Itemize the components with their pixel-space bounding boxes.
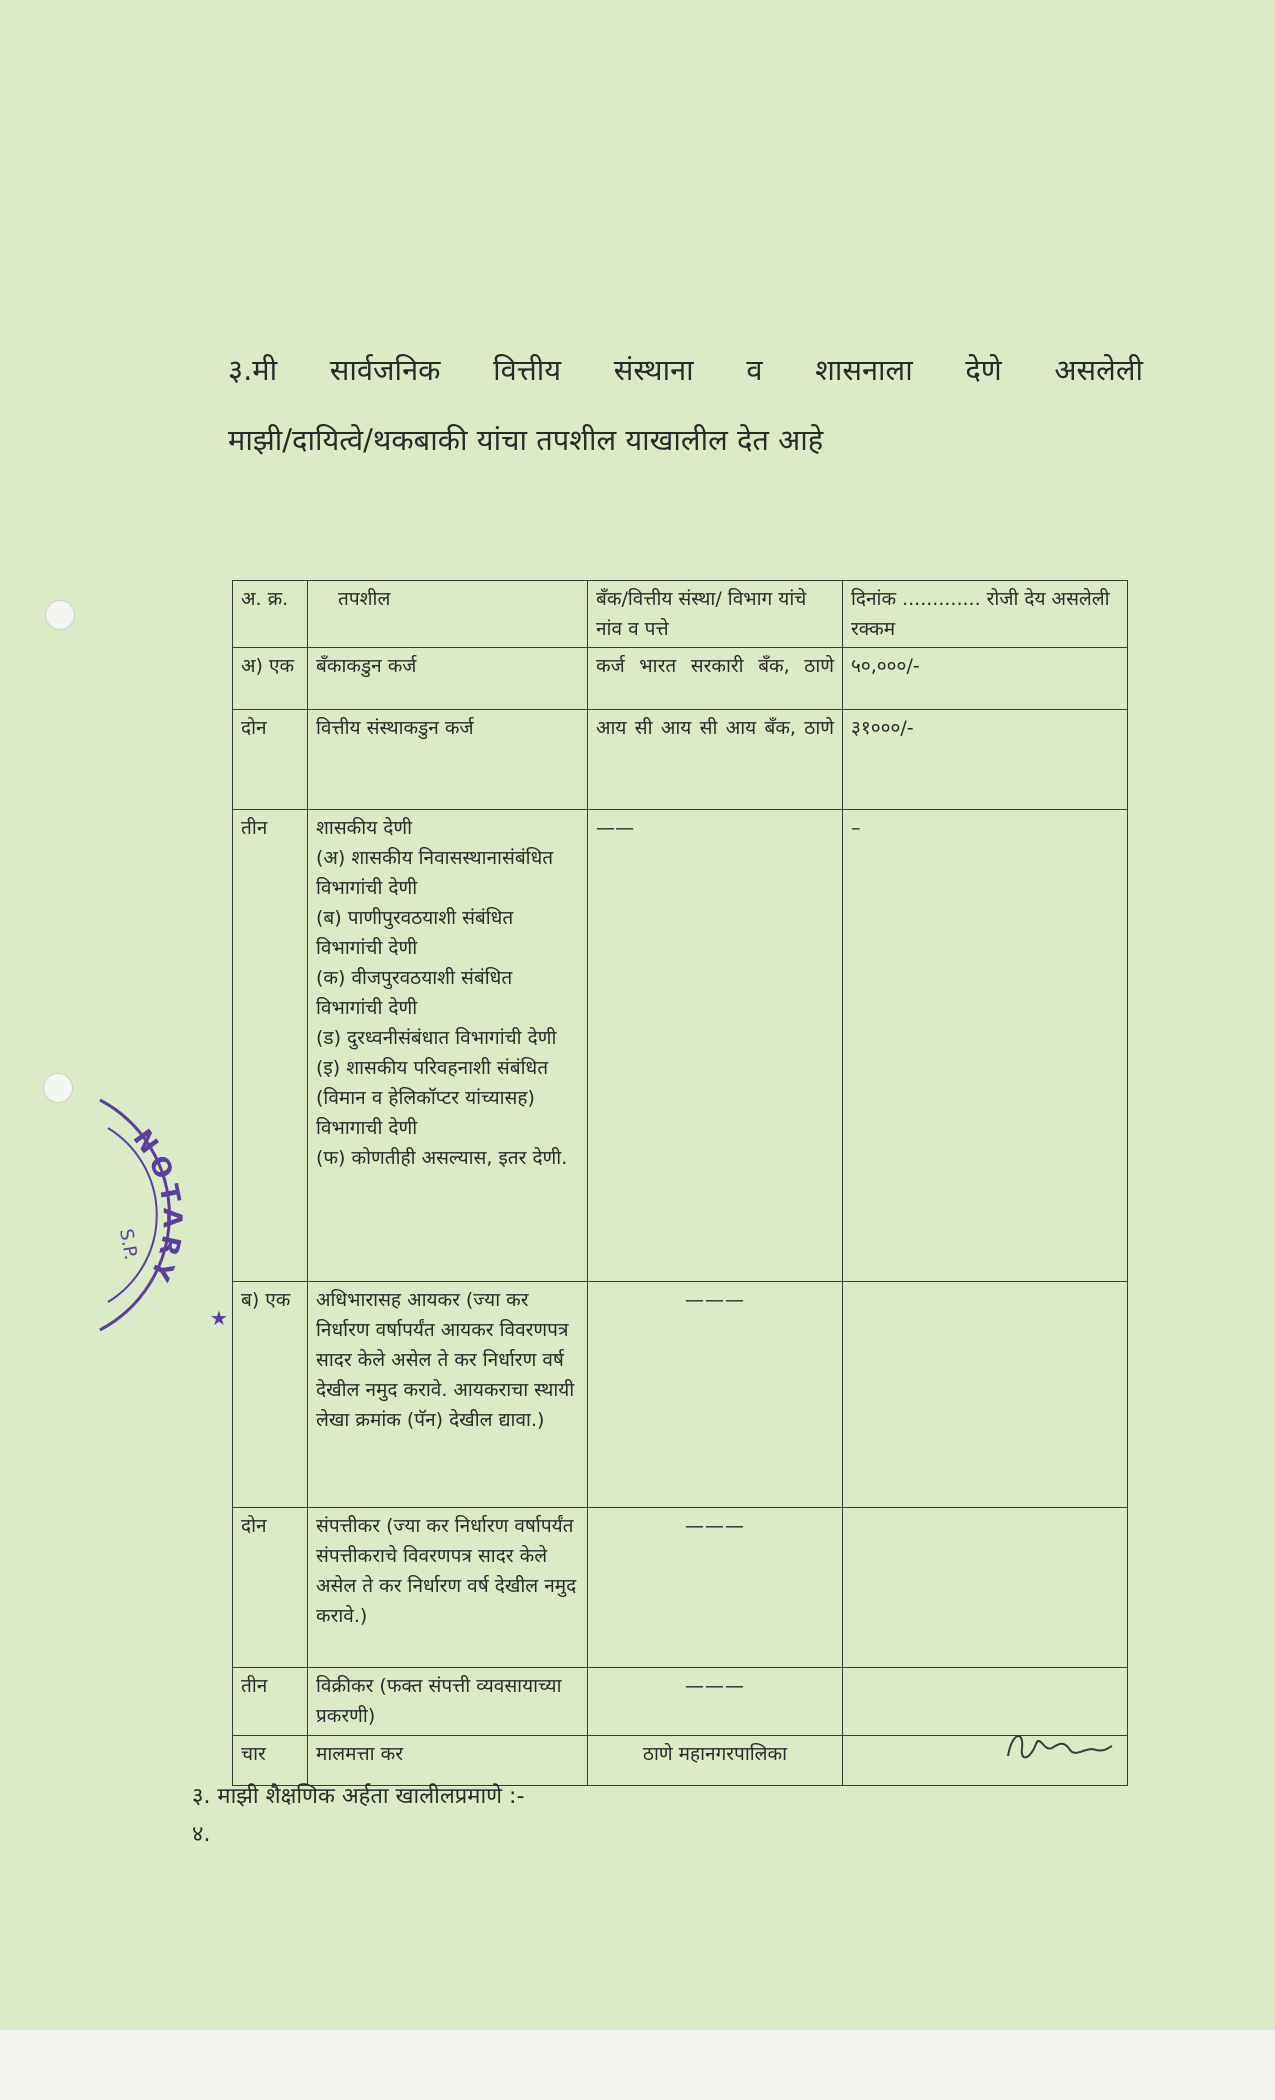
- table-row: [233, 1282, 1128, 1508]
- row-amount: ५०,०००/-: [843, 648, 1128, 710]
- row-details: वित्तीय संस्थाकडुन कर्ज: [308, 710, 588, 810]
- row-details: मालमत्ता कर: [308, 1736, 588, 1786]
- row-serial: ब) एक: [233, 1282, 308, 1508]
- table-row: [233, 1668, 1128, 1736]
- row-serial: अ) एक: [233, 648, 308, 710]
- header-bank: बँक/वित्तीय संस्था/ विभाग यांचे नांव व पत्ते: [588, 581, 843, 648]
- liabilities-table: [232, 580, 1128, 1786]
- heading-word: शासनाला: [815, 353, 913, 387]
- row-bank: ———: [588, 1668, 843, 1736]
- notary-stamp: [70, 1080, 240, 1340]
- row-details: अधिभारासह आयकर (ज्या कर निर्धारण वर्षापर्यंत आयकर विवरणपत्र सादर केले असेल ते कर निर्धारण वर्ष देखील नमुद करावे. आयकराचा स्थायी लेखा क्रमांक (पॅन) देखील द्यावा.): [308, 1282, 588, 1508]
- heading-word: व: [746, 353, 763, 387]
- scan-margin: [0, 2030, 1275, 2100]
- stamp-initials: S.P.: [115, 1227, 142, 1262]
- heading-word: देणे: [965, 353, 1002, 387]
- row-bank: ———: [588, 1282, 843, 1508]
- detail-line: (अ) शासकीय निवासस्थानासंबंधित विभागांची देणी: [316, 847, 554, 899]
- heading-line-2: माझी/दायित्वे/थकबाकी यांचा तपशील याखालील देत आहे: [228, 423, 824, 457]
- detail-line: (फ) कोणतीही असल्यास, इतर देणी.: [316, 1147, 568, 1169]
- header-amount: दिनांक ............. रोजी देय असलेली रक्कम: [843, 581, 1128, 648]
- punch-hole-bottom: [43, 1073, 73, 1103]
- detail-line: (ब) पाणीपुरवठयाशी संबंधित विभागांची देणी: [316, 907, 514, 959]
- table-row: [233, 810, 1128, 1282]
- row-amount: ३१०००/-: [843, 710, 1128, 810]
- star-icon: ★: [210, 1306, 228, 1330]
- signature: [1000, 1722, 1115, 1772]
- row-bank: ———: [588, 1508, 843, 1668]
- detail-line: (क) वीजपुरवठयाशी संबंधित विभागांची देणी: [316, 967, 513, 1019]
- row-amount: –: [843, 810, 1128, 1282]
- header-details: तपशील: [308, 581, 588, 648]
- row-amount: [843, 1508, 1128, 1668]
- row-bank: कर्ज भारत सरकारी बँक, ठाणे: [588, 648, 843, 710]
- row-serial: तीन: [233, 810, 308, 1282]
- table-header-row: [233, 581, 1128, 648]
- education-line: ३. माझी शैक्षणिक अर्हता खालीलप्रमाणे :-: [192, 1784, 525, 1809]
- item-four-line: ४.: [192, 1822, 211, 1847]
- table-row: [233, 1508, 1128, 1668]
- table-row: [233, 648, 1128, 710]
- heading-word: ३.मी: [228, 353, 278, 387]
- row-serial: तीन: [233, 1668, 308, 1736]
- signature-stroke: [1008, 1736, 1112, 1757]
- row-serial: दोन: [233, 1508, 308, 1668]
- row-amount: [843, 1282, 1128, 1508]
- section-heading: [228, 335, 1143, 475]
- row-serial: चार: [233, 1736, 308, 1786]
- row-bank: ——: [588, 810, 843, 1282]
- stamp-text: NOTARY: [126, 1124, 187, 1291]
- heading-word: सार्वजनिक: [329, 353, 441, 387]
- punch-hole-top: [45, 600, 75, 630]
- row-details: [308, 810, 588, 1282]
- heading-word: वित्तीय: [493, 353, 562, 387]
- heading-word: संस्थाना: [613, 353, 694, 387]
- detail-line: (इ) शासकीय परिवहनाशी संबंधित (विमान व हेलिकॉप्टर यांच्यासह) विभागाची देणी: [316, 1057, 549, 1139]
- header-serial: अ. क्र.: [233, 581, 308, 648]
- row-details: विक्रीकर (फक्त संपत्ती व्यवसायाच्या प्रकरणी): [308, 1668, 588, 1736]
- row-details: संपत्तीकर (ज्या कर निर्धारण वर्षापर्यंत संपत्तीकराचे विवरणपत्र सादर केले असेल ते कर निर्धारण वर्ष देखील नमुद करावे.): [308, 1508, 588, 1668]
- heading-line-1: [228, 335, 1143, 405]
- table-row: [233, 710, 1128, 810]
- heading-word: असलेली: [1054, 353, 1143, 387]
- row-bank: ठाणे महानगरपालिका: [588, 1736, 843, 1786]
- detail-line: शासकीय देणी: [316, 817, 413, 839]
- row-serial: दोन: [233, 710, 308, 810]
- row-details: बँकाकडुन कर्ज: [308, 648, 588, 710]
- table-row: [233, 1736, 1128, 1786]
- detail-line: (ड) दुरध्वनीसंबंधात विभागांची देणी: [316, 1027, 557, 1049]
- row-bank: आय सी आय सी आय बँक, ठाणे: [588, 710, 843, 810]
